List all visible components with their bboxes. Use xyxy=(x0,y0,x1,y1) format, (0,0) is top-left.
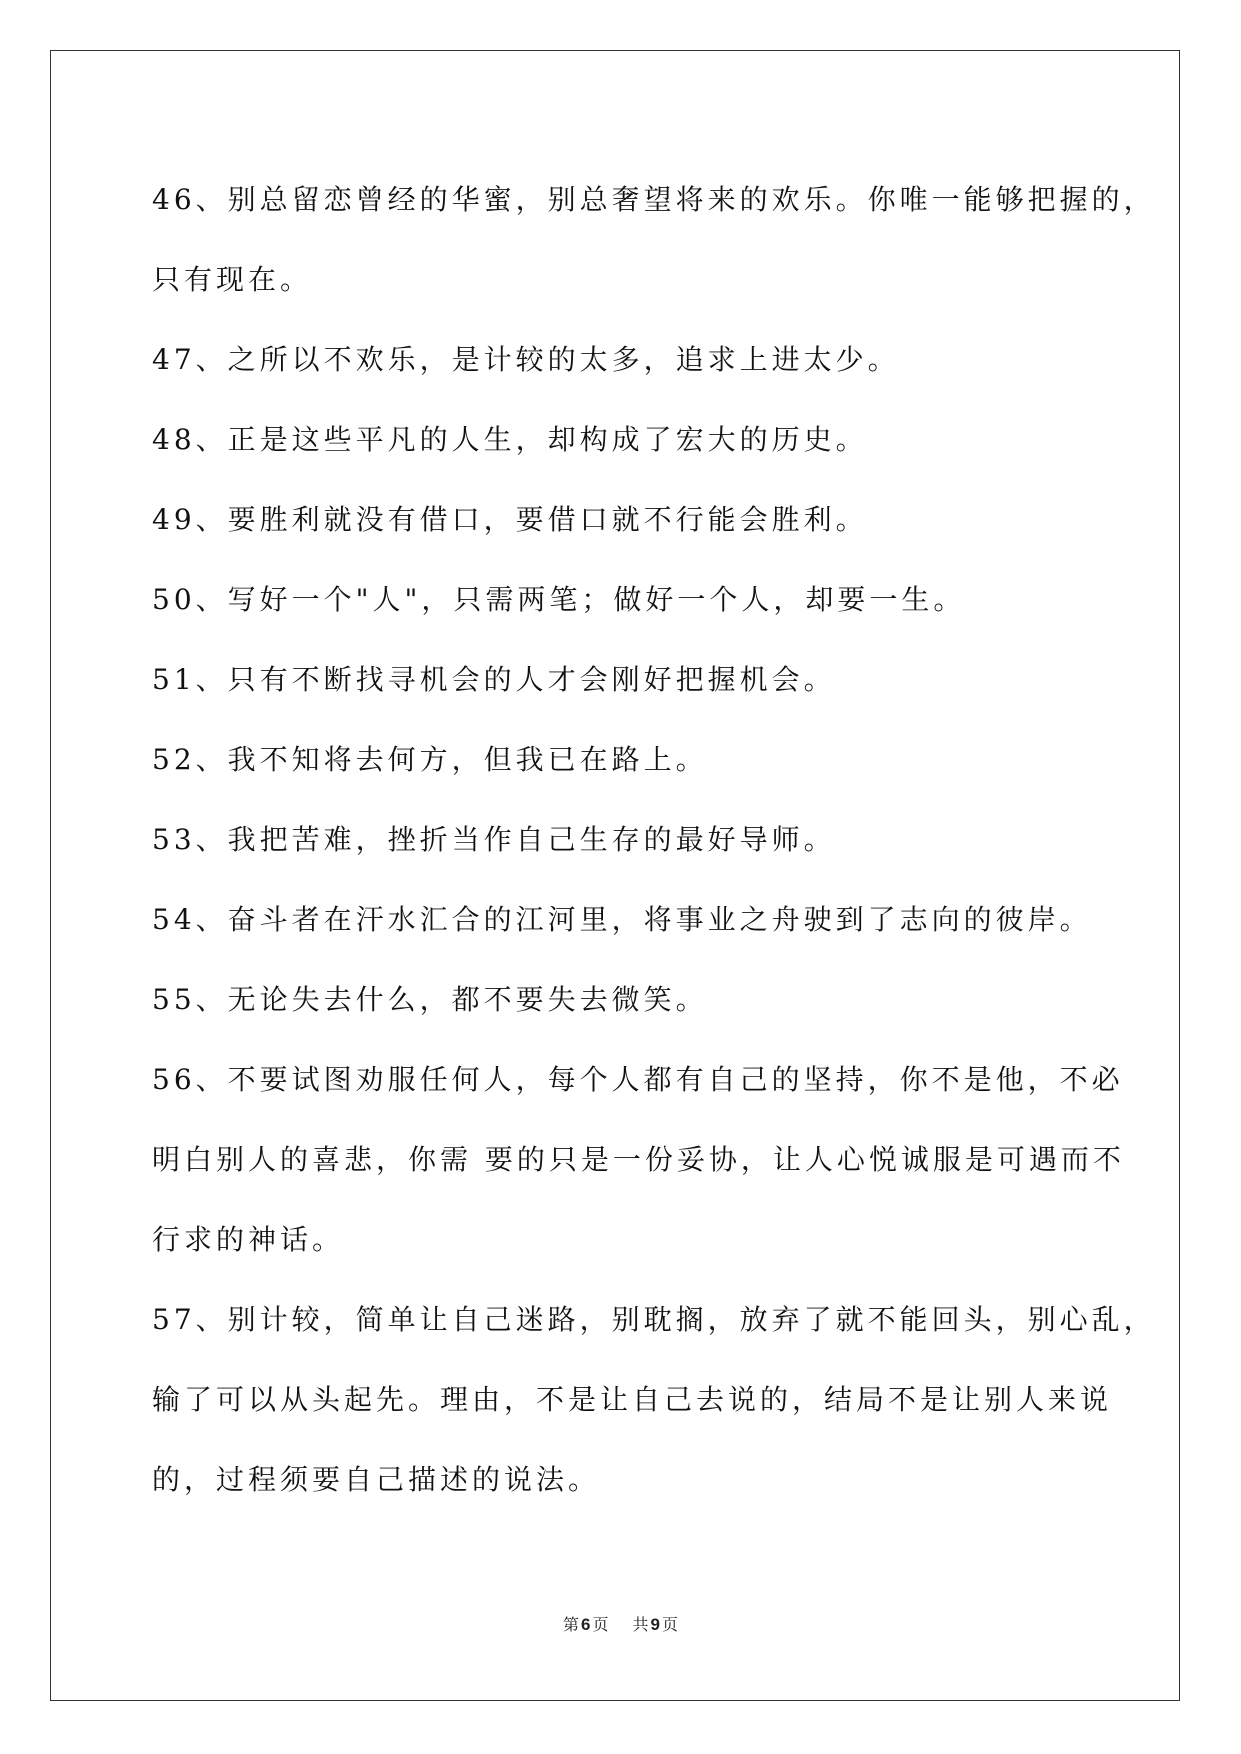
text-line: 52、我不知将去何方，但我已在路上。 xyxy=(152,743,708,776)
text-line: 明白别人的喜悲，你需 要的只是一份妥协，让人心悦诚服是可遇而不 xyxy=(152,1143,1125,1176)
page-footer xyxy=(0,1612,1241,1635)
text-line: 输了可以从头起先。理由，不是让自己去说的，结局不是让别人来说 xyxy=(152,1383,1113,1416)
text-line: 51、只有不断找寻机会的人才会刚好把握机会。 xyxy=(152,663,836,696)
text-line: 行求的神话。 xyxy=(152,1223,345,1256)
total-pages: 9 xyxy=(650,1615,660,1634)
page-suffix: 页 xyxy=(592,1615,609,1634)
total-prefix: 共 xyxy=(632,1615,649,1634)
text-line: 50、写好一个"人"，只需两笔；做好一个人，却要一生。 xyxy=(152,583,966,616)
text-line: 55、无论失去什么，都不要失去微笑。 xyxy=(152,983,708,1016)
text-line: 54、奋斗者在汗水汇合的江河里，将事业之舟驶到了志向的彼岸。 xyxy=(152,903,1092,936)
page-number: 6 xyxy=(581,1615,591,1634)
text-line: 46、别总留恋曾经的华蜜，别总奢望将来的欢乐。你唯一能够把握的， xyxy=(152,183,1156,216)
total-suffix: 页 xyxy=(661,1615,678,1634)
text-line: 47、之所以不欢乐，是计较的太多，追求上进太少。 xyxy=(152,343,900,376)
text-line: 56、不要试图劝服任何人，每个人都有自己的坚持，你不是他，不必 xyxy=(152,1063,1124,1096)
text-line: 48、正是这些平凡的人生，却构成了宏大的历史。 xyxy=(152,423,868,456)
text-line: 53、我把苦难，挫折当作自己生存的最好导师。 xyxy=(152,823,836,856)
document-body xyxy=(152,160,1156,1520)
page-prefix: 第 xyxy=(563,1615,580,1634)
text-line: 57、别计较，简单让自己迷路，别耽搁，放弃了就不能回头，别心乱， xyxy=(152,1303,1156,1336)
text-line: 只有现在。 xyxy=(152,263,313,296)
text-line: 的，过程须要自己描述的说法。 xyxy=(152,1463,601,1496)
text-line: 49、要胜利就没有借口，要借口就不行能会胜利。 xyxy=(152,503,868,536)
